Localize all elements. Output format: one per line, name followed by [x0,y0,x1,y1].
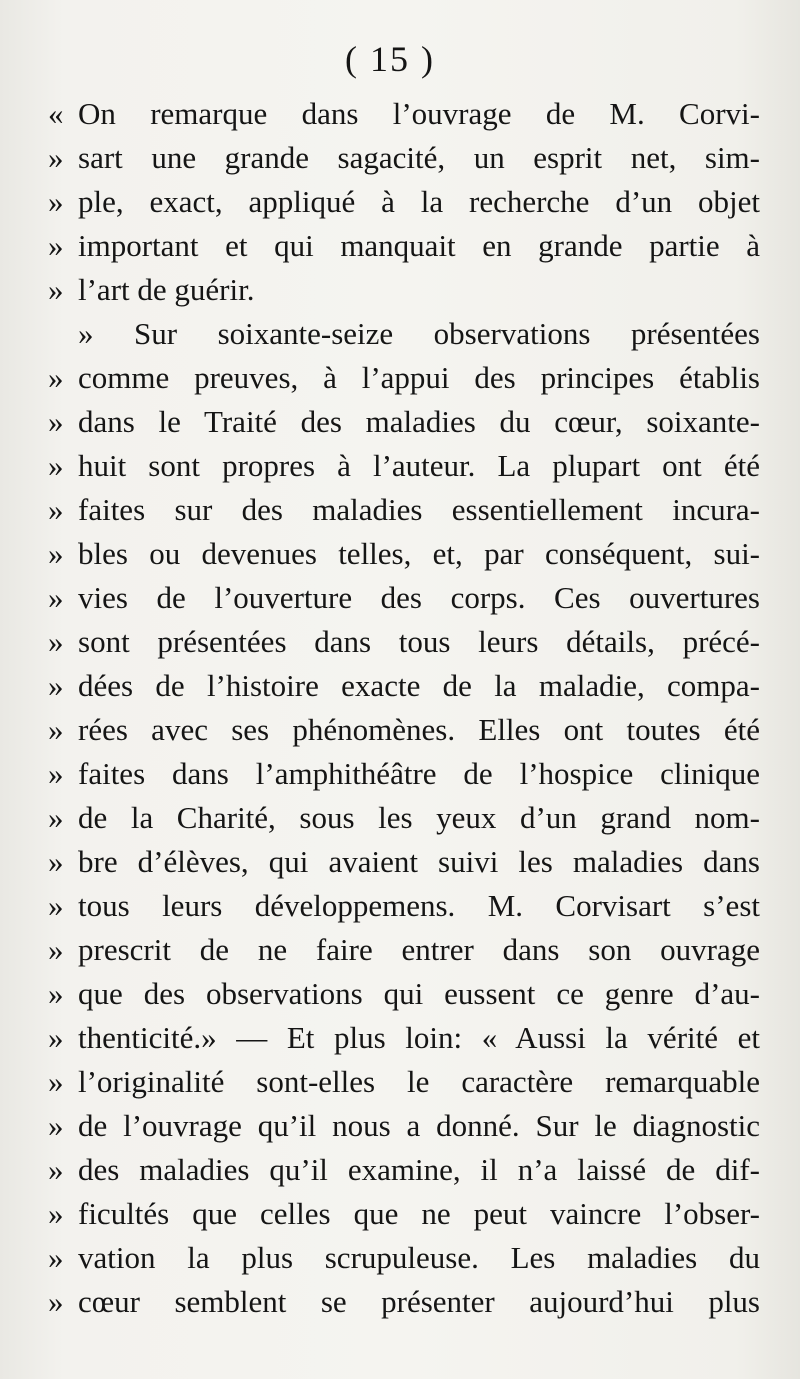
quote-mark: » [48,228,64,263]
line-text: prescrit de ne faire entrer dans son ouvrage [78,932,760,967]
quote-mark: » [48,1108,64,1143]
quote-mark: » [48,140,64,175]
text-line [48,840,760,884]
quote-mark: » [48,1196,64,1231]
quote-mark: » [48,1064,64,1099]
line-text: que des observations qui eussent ce genre d’au- [78,976,760,1011]
text-line [48,224,760,268]
quote-mark: » [48,932,64,967]
text-line [48,312,760,356]
text-line [48,884,760,928]
line-text: tous leurs développemens. M. Corvisart s’est [78,888,760,923]
line-text: important et qui manquait en grande partie à [78,228,760,263]
text-line [48,92,760,136]
text-line [48,488,760,532]
line-text: des maladies qu’il examine, il n’a laissé de dif- [78,1152,760,1187]
quote-mark: » [48,1284,64,1319]
text-line [48,136,760,180]
line-text: dées de l’histoire exacte de la maladie, compa- [78,668,760,703]
quote-mark: » [48,1020,64,1055]
line-text: ple, exact, appliqué à la recherche d’un objet [78,184,760,219]
quote-mark: » [48,272,64,307]
text-line [48,708,760,752]
line-text: comme preuves, à l’appui des principes établis [78,360,760,395]
quote-mark: » [48,448,64,483]
line-text: huit sont propres à l’auteur. La plupart ont été [78,448,760,483]
quote-mark: » [48,888,64,923]
line-text: sart une grande sagacité, un esprit net, sim- [78,140,760,175]
text-line [48,1148,760,1192]
text-line [48,1280,760,1324]
line-text: cœur semblent se présenter aujourd’hui plus [78,1284,760,1319]
text-line [48,1192,760,1236]
quote-mark: » [48,1240,64,1275]
text-line [48,180,760,224]
line-text: de l’ouvrage qu’il nous a donné. Sur le diagnostic [78,1108,760,1143]
quote-mark: » [48,184,64,219]
text-line [48,972,760,1016]
text-line [48,752,760,796]
text-line [48,1104,760,1148]
quote-mark: » [48,756,64,791]
text-line [48,664,760,708]
line-text: On remarque dans l’ouvrage de M. Corvi- [78,96,760,131]
quote-mark: » [48,668,64,703]
line-text: rées avec ses phénomènes. Elles ont toutes été [78,712,760,747]
line-text: dans le Traité des maladies du cœur, soixante- [78,404,760,439]
line-text: l’art de guérir. [78,272,255,307]
text-line [48,928,760,972]
line-text: vation la plus scrupuleuse. Les maladies du [78,1240,760,1275]
line-text: l’originalité sont-elles le caractère remarquable [78,1064,760,1099]
quote-mark: » [48,580,64,615]
text-line [48,1016,760,1060]
body-text [48,92,760,1324]
text-line [48,1236,760,1280]
quote-mark: » [48,404,64,439]
quote-mark: » [48,976,64,1011]
text-line [48,576,760,620]
quote-mark: » [48,712,64,747]
quote-mark: » [48,1152,64,1187]
page-number: ( 15 ) [345,39,435,79]
quote-mark: » [48,624,64,659]
quote-mark: » [48,360,64,395]
line-text: sont présentées dans tous leurs détails, précé- [78,624,760,659]
line-text: thenticité.» — Et plus loin: « Aussi la vérité et [78,1020,760,1055]
line-text: faites dans l’amphithéâtre de l’hospice clinique [78,756,760,791]
text-line [48,620,760,664]
quote-mark: » [48,800,64,835]
quote-mark: » [48,844,64,879]
line-text: ficultés que celles que ne peut vaincre l’obser- [78,1196,760,1231]
text-line [48,1060,760,1104]
line-text: faites sur des maladies essentiellement incura- [78,492,760,527]
quote-mark: » [48,536,64,571]
line-text: » Sur soixante-seize observations présentées [78,316,760,351]
quote-mark: « [48,96,64,131]
text-line [48,444,760,488]
text-line [48,356,760,400]
text-line [48,268,760,312]
line-text: bles ou devenues telles, et, par conséquent, sui- [78,536,760,571]
line-text: bre d’élèves, qui avaient suivi les maladies dans [78,844,760,879]
text-line [48,796,760,840]
quote-mark [48,312,78,356]
text-line [48,400,760,444]
text-line [48,532,760,576]
line-text: de la Charité, sous les yeux d’un grand nom- [78,800,760,835]
line-text: vies de l’ouverture des corps. Ces ouvertures [78,580,760,615]
quote-mark: » [48,492,64,527]
